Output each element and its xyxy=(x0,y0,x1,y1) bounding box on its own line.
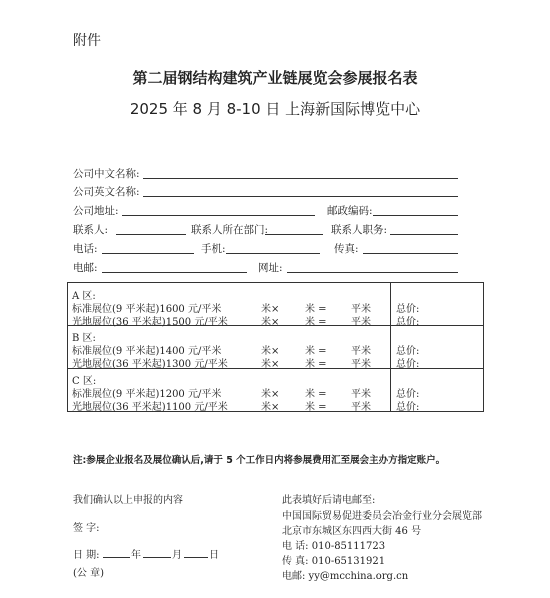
zone-b-standard-item: 标准展位(9 平米起)1400 元/平米 xyxy=(72,346,222,357)
year-field[interactable] xyxy=(103,557,130,558)
zone-b-standard-eq: 米 = xyxy=(305,346,327,357)
phone-label: 电话: xyxy=(73,243,98,255)
organizer-fax: 传 真: 010-65131921 xyxy=(282,556,386,567)
seal-label: (公 章) xyxy=(73,568,104,579)
year-label: 年 xyxy=(131,550,141,561)
zone-c-label: C 区: xyxy=(72,376,97,387)
zone-a-label: A 区: xyxy=(72,291,96,302)
contact-label: 联系人: xyxy=(73,224,109,236)
zone-c-standard-unit: 平米 xyxy=(351,389,371,400)
zone-c-standard-m: 米× xyxy=(261,389,280,400)
company-cn-label: 公司中文名称: xyxy=(73,168,140,180)
zone-c-standard-eq: 米 = xyxy=(305,389,327,400)
website-field[interactable] xyxy=(287,272,458,273)
zone-c-standard-total: 总价: xyxy=(396,389,420,400)
contact-field[interactable] xyxy=(116,234,186,235)
month-field[interactable] xyxy=(143,557,171,558)
zone-c-open-item: 光地展位(36 平米起)1100 元/平米 xyxy=(72,402,228,413)
phone-field[interactable] xyxy=(102,253,194,254)
address-label: 公司地址: xyxy=(73,205,119,217)
address-field[interactable] xyxy=(122,215,315,216)
email-label: 电邮: xyxy=(73,262,98,274)
postcode-field[interactable] xyxy=(373,215,458,216)
zone-b-standard-total: 总价: xyxy=(396,346,420,357)
zone-b-open-m: 米× xyxy=(261,359,280,370)
organizer-phone: 电 话: 010-85111723 xyxy=(282,541,386,552)
zone-b-label: B 区: xyxy=(72,333,96,344)
postcode-label: 邮政编码: xyxy=(327,205,373,217)
table-column-divider xyxy=(390,283,391,411)
zone-b-open-eq: 米 = xyxy=(305,359,327,370)
zone-a-open-m: 米× xyxy=(261,317,280,328)
date-label: 日 期: xyxy=(73,550,100,561)
day-label: 日 xyxy=(209,550,219,561)
day-field[interactable] xyxy=(184,557,208,558)
zone-a-standard-unit: 平米 xyxy=(351,304,371,315)
company-en-label: 公司英文名称: xyxy=(73,186,140,198)
zone-a-open-total: 总价: xyxy=(396,317,420,328)
zone-b-standard-unit: 平米 xyxy=(351,346,371,357)
zone-a-standard-item: 标准展位(9 平米起)1600 元/平米 xyxy=(72,304,222,315)
mobile-field[interactable] xyxy=(226,253,320,254)
zone-a-standard-total: 总价: xyxy=(396,304,420,315)
zone-b-standard-m: 米× xyxy=(261,346,280,357)
zone-a-standard-eq: 米 = xyxy=(305,304,327,315)
zone-a-open-eq: 米 = xyxy=(305,317,327,328)
email-field[interactable] xyxy=(102,272,247,273)
organizer-name: 中国国际贸易促进委员会冶金行业分会展览部 xyxy=(282,511,482,522)
position-field[interactable] xyxy=(390,234,458,235)
zone-a-standard-m: 米× xyxy=(261,304,280,315)
organizer-address: 北京市东城区东四西大街 46 号 xyxy=(282,526,422,537)
form-subtitle: 2025 年 8 月 8-10 日 上海新国际博览中心 xyxy=(129,100,421,118)
fax-field[interactable] xyxy=(363,253,458,254)
zone-b-open-total: 总价: xyxy=(396,359,420,370)
zone-c-open-total: 总价: xyxy=(396,402,420,413)
zone-a-open-unit: 平米 xyxy=(351,317,371,328)
zone-c-open-unit: 平米 xyxy=(351,402,371,413)
zone-a-open-item: 光地展位(36 平米起)1500 元/平米 xyxy=(72,317,228,328)
position-label: 联系人职务: xyxy=(331,224,388,236)
zone-b-open-unit: 平米 xyxy=(351,359,371,370)
department-field[interactable] xyxy=(265,234,323,235)
company-en-field[interactable] xyxy=(143,196,458,197)
attachment-label: 附件 xyxy=(73,33,101,49)
zone-b-open-item: 光地展位(36 平米起)1300 元/平米 xyxy=(72,359,228,370)
website-label: 网址: xyxy=(258,262,283,274)
zone-c-open-m: 米× xyxy=(261,402,280,413)
form-title: 第二届钢结构建筑产业链展览会参展报名表 xyxy=(132,69,418,87)
booth-price-table xyxy=(67,282,484,412)
submit-intro: 此表填好后请电邮至: xyxy=(282,495,376,506)
zone-c-open-eq: 米 = xyxy=(305,402,327,413)
signature-label: 签 字: xyxy=(73,523,100,534)
mobile-label: 手机: xyxy=(201,243,226,255)
month-label: 月 xyxy=(172,550,182,561)
confirm-text: 我们确认以上申报的内容 xyxy=(73,495,183,506)
department-label: 联系人所在部门: xyxy=(191,224,269,236)
payment-note: 注:参展企业报名及展位确认后,请于 5 个工作日内将参展费用汇至展会主办方指定账户。 xyxy=(73,455,446,466)
fax-label: 传真: xyxy=(334,243,359,255)
zone-c-standard-item: 标准展位(9 平米起)1200 元/平米 xyxy=(72,389,222,400)
company-cn-field[interactable] xyxy=(143,178,458,179)
organizer-email[interactable]: 电邮: yy@mcchina.org.cn xyxy=(282,571,409,582)
